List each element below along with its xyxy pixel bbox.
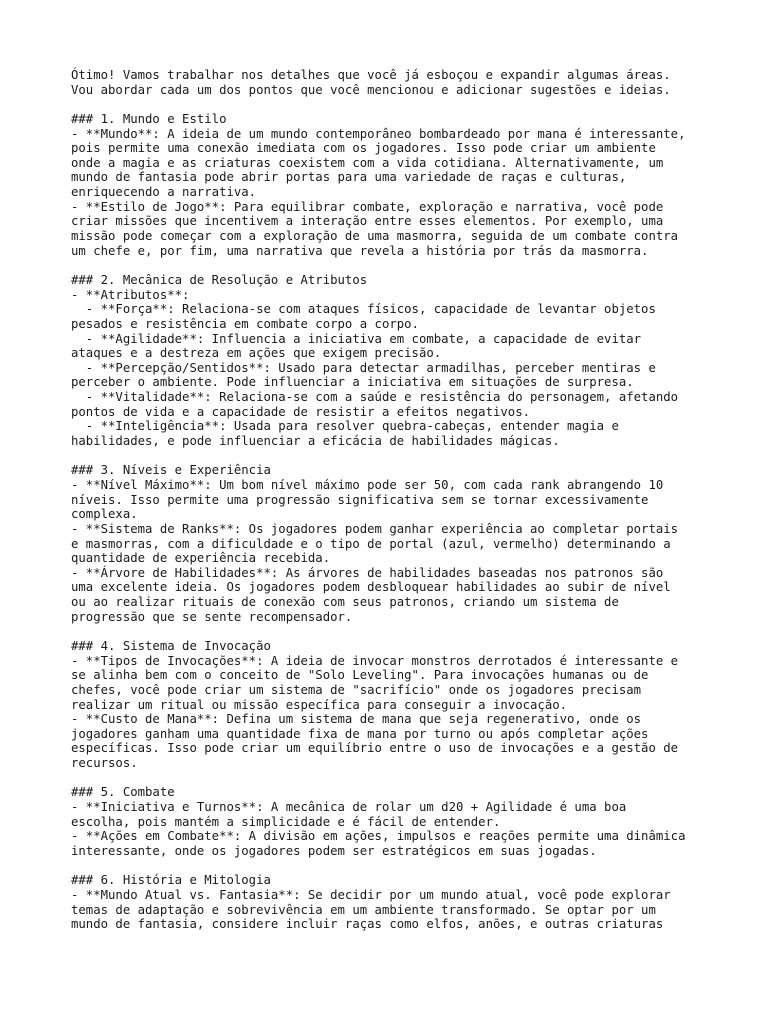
text-line: - **Custo de Mana**: Defina um sistema de mana que seja regenerativo, onde os <box>71 712 642 727</box>
section-heading: ### 5. Combate <box>71 785 175 800</box>
section-heading: ### 6. História e Mitologia <box>71 873 271 888</box>
text-line: criar missões que incentivem a interação entre esses elementos. Por exemplo, uma <box>71 214 664 229</box>
text-line: - **Atributos**: <box>71 287 190 302</box>
text-line: mundo de fantasia pode abrir portas para uma variedade de raças e culturas, <box>71 170 627 185</box>
blank-line <box>71 624 751 639</box>
blank-line <box>71 771 751 786</box>
text-line: - **Vitalidade**: Relaciona-se com a saúde e resistência do personagem, afetando <box>71 390 679 405</box>
text-line: pois permite uma conexão imediata com os jogadores. Isso pode criar um ambiente <box>71 141 656 156</box>
text-line: - **Força**: Relaciona-se com ataques físicos, capacidade de levantar objetos <box>71 302 656 317</box>
blank-line <box>71 449 751 464</box>
text-line: Ótimo! Vamos trabalhar nos detalhes que você já esboçou e expandir algumas áreas. <box>71 68 671 82</box>
text-line: ataques e a destreza em ações que exigem precisão. <box>71 346 442 361</box>
text-line: realizar um ritual ou missão específica para conseguir a invocação. <box>71 697 568 712</box>
text-line: temas de adaptação e sobrevivência em um ambiente transformado. Se optar por um <box>71 902 656 917</box>
text-line: chefes, você pode criar um sistema de "sacrifício" onde os jogadores precisam <box>71 682 642 697</box>
text-line: - **Agilidade**: Influencia a iniciativa em combate, a capacidade de evitar <box>71 331 642 346</box>
blank-line <box>71 258 751 273</box>
text-line: ou ao realizar rituais de conexão com seus patronos, criando um sistema de <box>71 595 619 610</box>
text-line: - **Tipos de Invocações**: A ideia de invocar monstros derrotados é interessante e <box>71 653 679 668</box>
text-line: específicas. Isso pode criar um equilíbrio entre o uso de invocações e a gestão de <box>71 741 679 756</box>
text-line: uma excelente ideia. Os jogadores podem desbloquear habilidades ao subir de nível <box>71 580 671 595</box>
text-line: onde a magia e as criaturas coexistem com a vida cotidiana. Alternativamente, um <box>71 155 664 170</box>
text-line: pontos de vida e a capacidade de resistir a efeitos negativos. <box>71 404 531 419</box>
text-line: - **Árvore de Habilidades**: As árvores de habilidades baseadas nos patronos são <box>71 565 664 580</box>
text-line: - **Iniciativa e Turnos**: A mecânica de rolar um d20 + Agilidade é uma boa <box>71 800 627 815</box>
section-heading: ### 4. Sistema de Invocação <box>71 638 271 653</box>
text-line: progressão que se sente recompensador. <box>71 609 353 624</box>
text-line: - **Estilo de Jogo**: Para equilibrar combate, exploração e narrativa, você pode <box>71 199 664 214</box>
text-line: quantidade de experiência recebida. <box>71 551 331 566</box>
text-line: Vou abordar cada um dos pontos que você mencionou e adicionar sugestões e ideias. <box>71 82 671 97</box>
text-line: habilidades, e pode influenciar a eficácia de habilidades mágicas. <box>71 434 560 449</box>
text-line: escolha, pois mantém a simplicidade e é fácil de entender. <box>71 814 501 829</box>
text-line: um chefe e, por fim, uma narrativa que revela a história por trás da masmorra. <box>71 243 649 258</box>
text-line: se alinha bem com o conceito de "Solo Leveling". Para invocações humanas ou de <box>71 668 649 683</box>
text-line: complexa. <box>71 507 138 522</box>
section-heading: ### 1. Mundo e Estilo <box>71 111 227 126</box>
section-heading: ### 3. Níveis e Experiência <box>71 463 271 478</box>
text-line: recursos. <box>71 756 138 771</box>
text-line: - **Inteligência**: Usada para resolver quebra-cabeças, entender magia e <box>71 419 619 434</box>
text-line: e masmorras, com a dificuldade e o tipo de portal (azul, vermelho) determinando a <box>71 536 671 551</box>
text-line: interessante, onde os jogadores podem ser estratégicos em suas jogadas. <box>71 843 597 858</box>
text-line: enriquecendo a narrativa. <box>71 185 257 200</box>
text-line: - **Mundo**: A ideia de um mundo contemporâneo bombardeado por mana é interessante, <box>71 126 686 141</box>
text-line: - **Mundo Atual vs. Fantasia**: Se decidir por um mundo atual, você pode explorar <box>71 887 671 902</box>
text-line: - **Percepção/Sentidos**: Usado para detectar armadilhas, perceber mentiras e <box>71 360 656 375</box>
text-line: mundo de fantasia, considere incluir raças como elfos, anões, e outras criaturas <box>71 917 664 932</box>
text-line: - **Ações em Combate**: A divisão em ações, impulsos e reações permite uma dinâmica <box>71 829 686 844</box>
text-line: - **Sistema de Ranks**: Os jogadores podem ganhar experiência ao completar portais <box>71 521 679 536</box>
text-line: missão pode começar com a exploração de uma masmorra, seguida de um combate contra <box>71 229 679 244</box>
section-heading: ### 2. Mecânica de Resolução e Atributos <box>71 272 368 287</box>
blank-line <box>71 859 751 874</box>
text-line: pesados e resistência em combate corpo a corpo. <box>71 316 419 331</box>
text-line: perceber o ambiente. Pode influenciar a iniciativa em situações de surpresa. <box>71 375 634 390</box>
text-line: jogadores ganham uma quantidade fixa de mana por turno ou após completar ações <box>71 726 649 741</box>
blank-line <box>71 97 751 112</box>
document-page <box>71 68 751 932</box>
text-line: - **Nível Máximo**: Um bom nível máximo pode ser 50, com cada rank abrangendo 10 <box>71 477 664 492</box>
text-line: níveis. Isso permite uma progressão significativa sem se tornar excessivamente <box>71 492 649 507</box>
